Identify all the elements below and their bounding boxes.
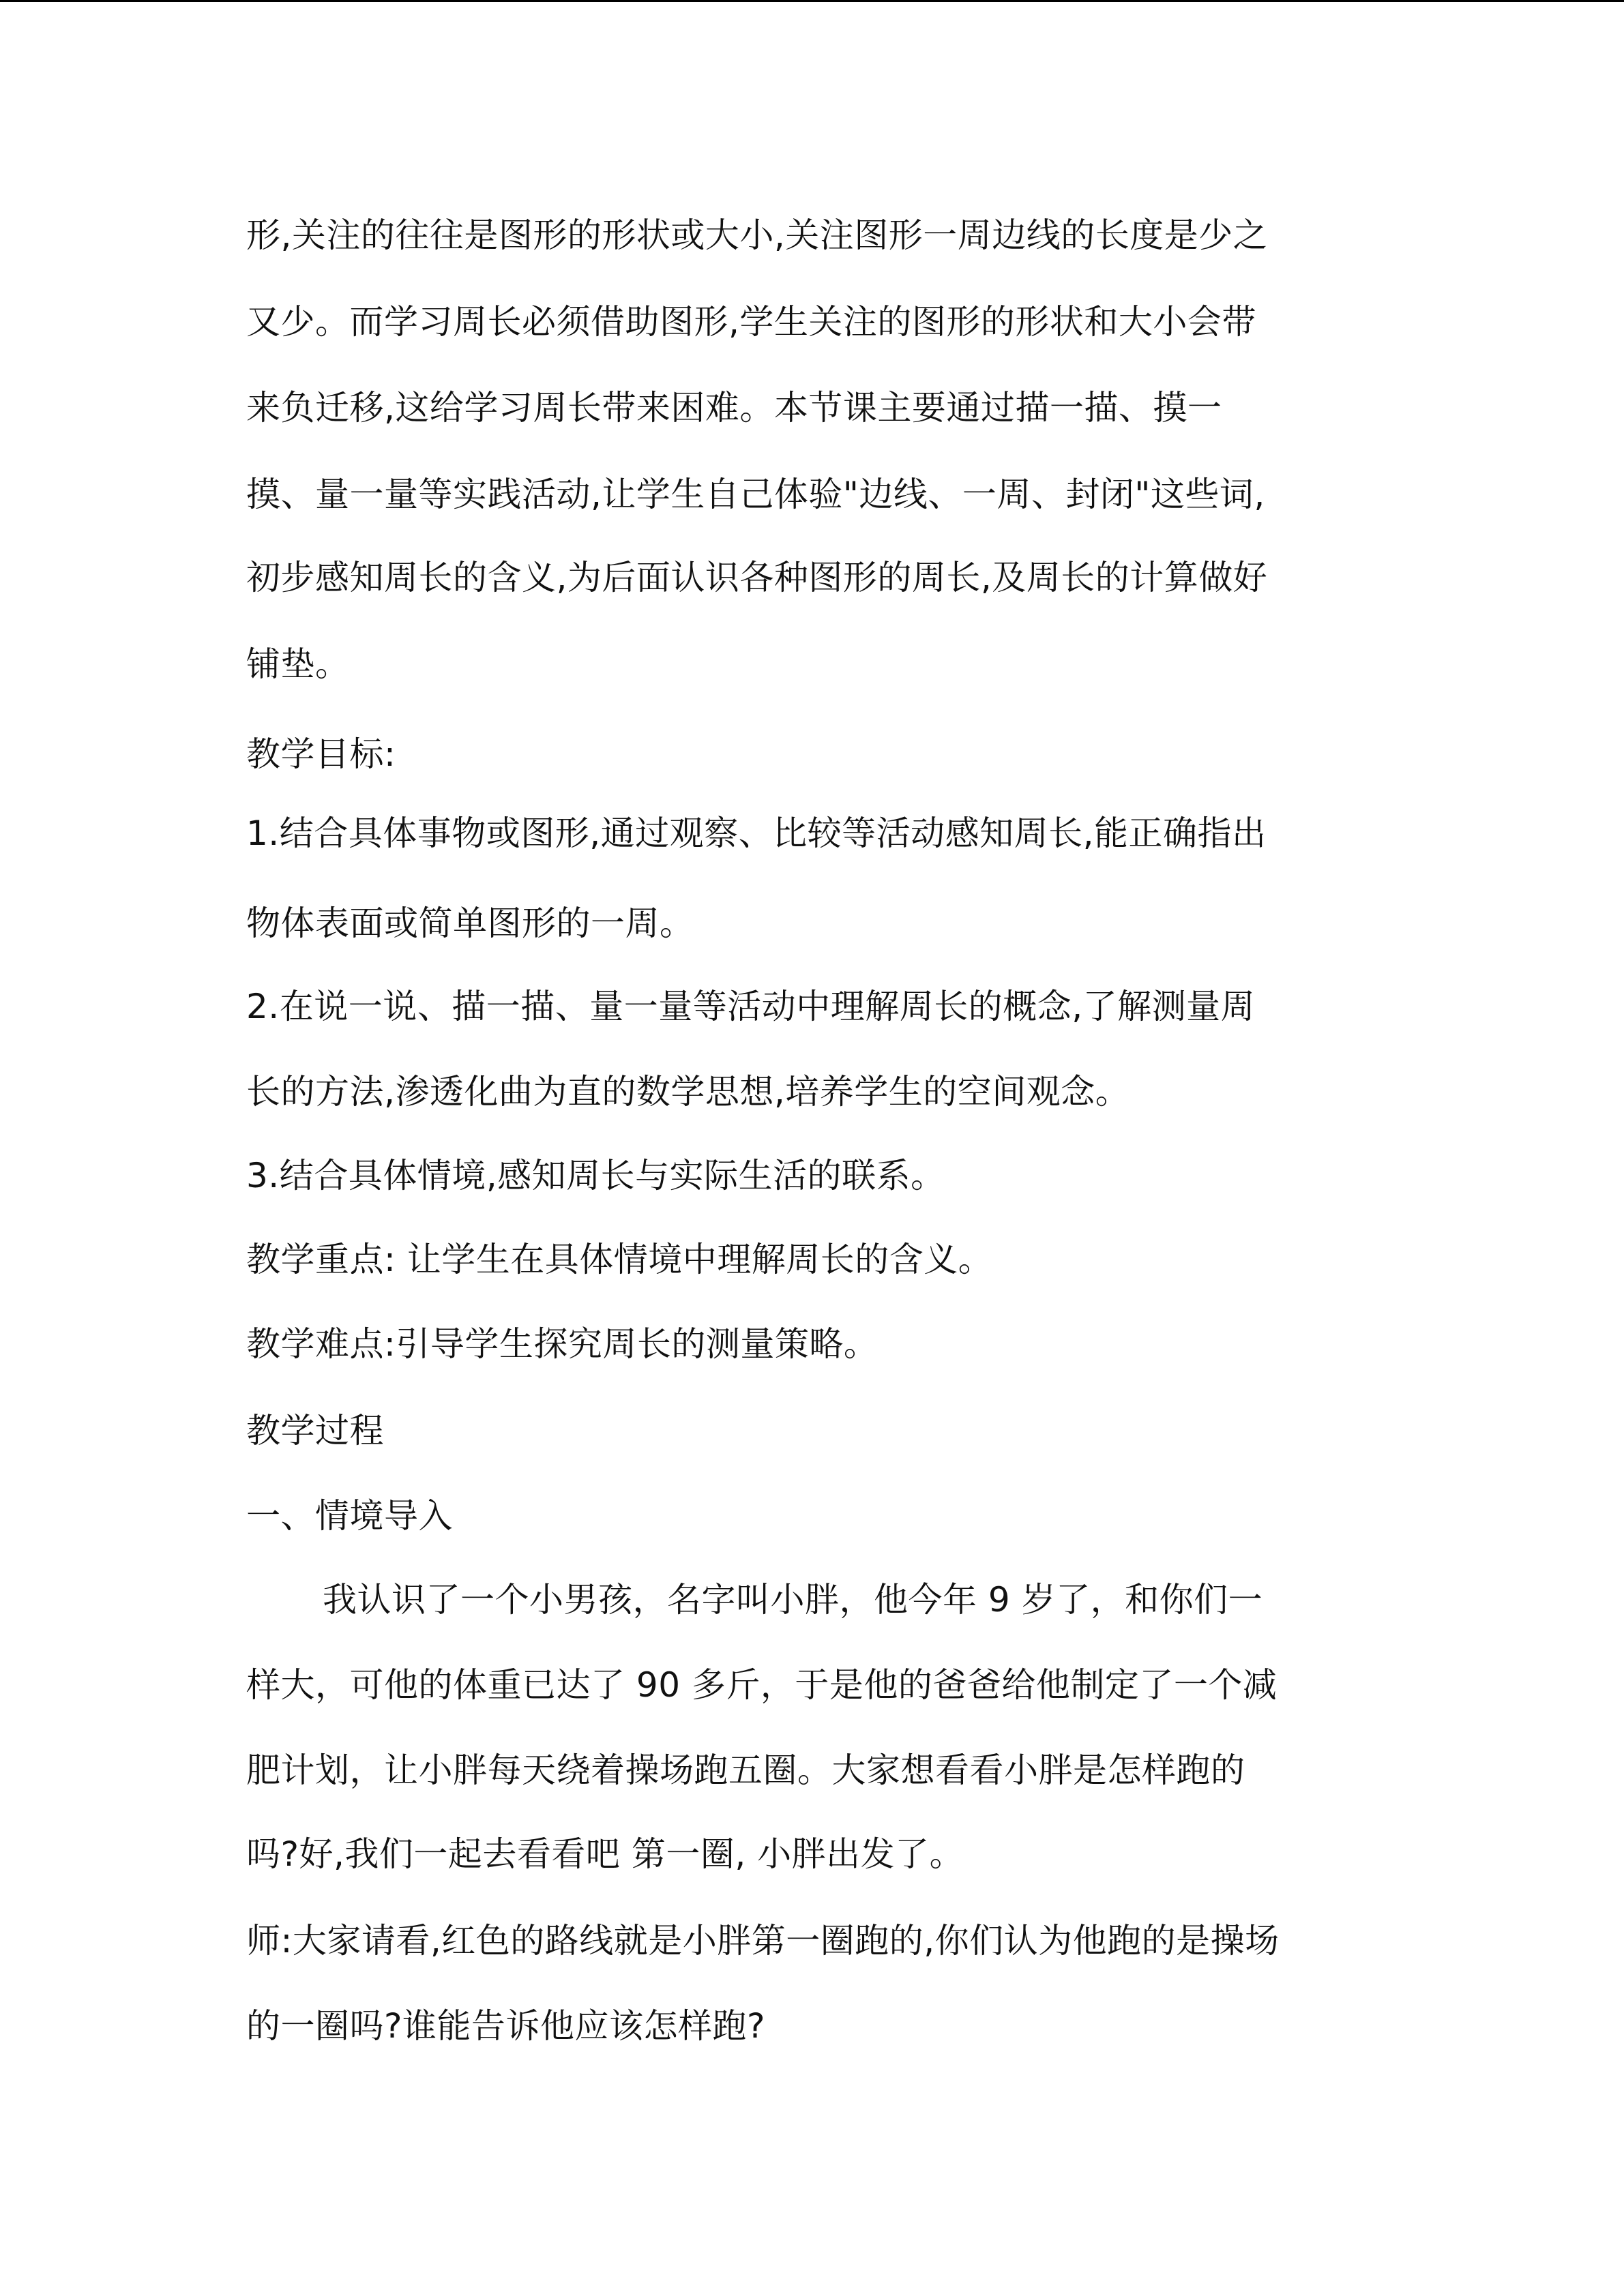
text-line-2: 又少。而学习周长必须借助图形,学生关注的图形的形状和大小会带 bbox=[246, 302, 1256, 342]
story-line-2: 样大，可他的体重已达了 90 多斤，于是他的爸爸给他制定了一个减 bbox=[246, 1665, 1278, 1705]
teacher-line-2: 的一圈吗?谁能告诉他应该怎样跑? bbox=[246, 2006, 766, 2046]
objective-2-line-2: 长的方法,渗透化曲为直的数学思想,培养学生的空间观念。 bbox=[246, 1072, 1130, 1112]
text-line-3: 来负迁移,这给学习周长带来困难。本节课主要通过描一描、摸一 bbox=[246, 388, 1222, 428]
text-line-6: 铺垫。 bbox=[246, 644, 350, 684]
objective-3: 3.结合具体情境,感知周长与实际生活的联系。 bbox=[246, 1156, 945, 1195]
subsection-heading-intro: 一、情境导入 bbox=[246, 1496, 453, 1536]
objective-1-line-1: 1.结合具体事物或图形,通过观察、比较等活动感知周长,能正确指出 bbox=[246, 814, 1267, 853]
teaching-difficulty: 教学难点:引导学生探究周长的测量策略。 bbox=[246, 1324, 879, 1364]
story-line-4: 吗?好,我们一起去看看吧 第一圈, 小胖出发了。 bbox=[246, 1834, 964, 1874]
text-line-1: 形,关注的往往是图形的形状或大小,关注图形一周边线的长度是少之 bbox=[246, 215, 1268, 255]
section-heading-objectives: 教学目标: bbox=[246, 734, 396, 774]
section-heading-process: 教学过程 bbox=[246, 1411, 384, 1450]
story-line-3: 肥计划，让小胖每天绕着操场跑五圈。大家想看看小胖是怎样跑的 bbox=[246, 1750, 1245, 1790]
teacher-line-1: 师:大家请看,红色的路线就是小胖第一圈跑的,你们认为他跑的是操场 bbox=[246, 1921, 1280, 1960]
text-line-5: 初步感知周长的含义,为后面认识各种图形的周长,及周长的计算做好 bbox=[246, 558, 1268, 597]
objective-1-line-2: 物体表面或简单图形的一周。 bbox=[246, 904, 694, 943]
story-line-1: 我认识了一个小男孩，名字叫小胖，他今年 9 岁了，和你们一 bbox=[323, 1580, 1263, 1620]
objective-2-line-1: 2.在说一说、描一描、量一量等活动中理解周长的概念,了解测量周 bbox=[246, 987, 1256, 1026]
text-line-4: 摸、量一量等实践活动,让学生自己体验"边线、一周、封闭"这些词, bbox=[246, 475, 1265, 514]
teaching-key-point: 教学重点: 让学生在具体情境中理解周长的含义。 bbox=[246, 1240, 993, 1279]
